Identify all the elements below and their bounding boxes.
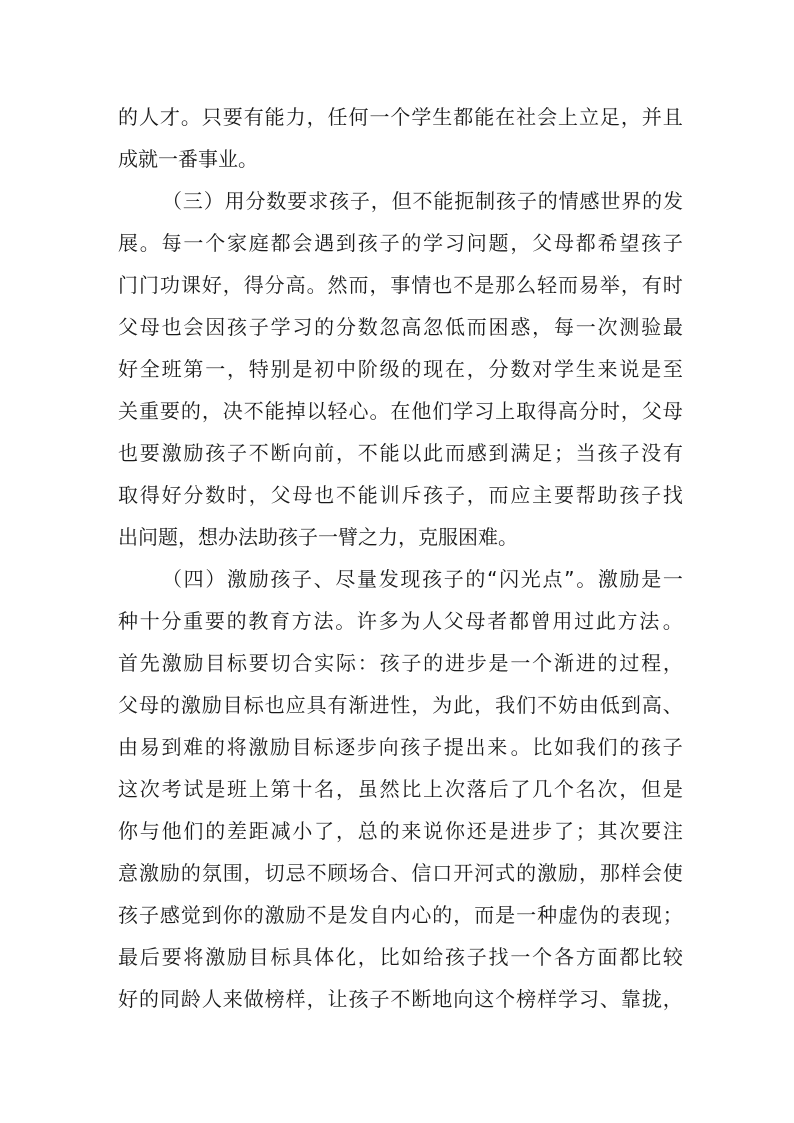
text-line: 这 次 考 试 是 班 上 第 十 名 ， 虽 然 比 上 次 落 后 了 几 个 名 次 ， 但 是 — [118, 777, 683, 801]
text-line: 首 先 激 励 目 标 要 切 合 实 际 ： 孩 子 的 进 步 是 一 个 渐 进 的 过 程 ， — [118, 651, 683, 675]
text-line: 好 的 同 龄 人 来 做 榜 样 ， 让 孩 子 不 断 地 向 这 个 榜 样 学 习 、 靠 拢 ， — [118, 987, 683, 1011]
text-line: 取 得 好 分 数 时 ， 父 母 也 不 能 训 斥 孩 子 ， 而 应 主 要 帮 助 孩 子 找 — [118, 483, 683, 507]
text-line: 展 。 每 一 个 家 庭 都 会 遇 到 孩 子 的 学 习 问 题 ， 父 母 都 希 望 孩 子 — [118, 231, 683, 255]
text-line: 父 母 也 会 因 孩 子 学 习 的 分 数 忽 高 忽 低 而 困 惑 ， 每 一 次 测 验 最 — [118, 315, 683, 339]
text-line: 由 易 到 难 的 将 激 励 目 标 逐 步 向 孩 子 提 出 来 。 比 如 我 们 的 孩 子 — [118, 735, 683, 759]
text-line: 意 激 励 的 氛 围 ， 切 忌 不 顾 场 合 、 信 口 开 河 式 的 激 励 ， 那 样 会 使 — [118, 861, 683, 885]
text-line: 父 母 的 激 励 目 标 也 应 具 有 渐 进 性 ， 为 此 ， 我 们 不 妨 由 低 到 高 、 — [118, 693, 683, 717]
text-line: 孩 子 感 觉 到 你 的 激 励 不 是 发 自 内 心 的 ， 而 是 一 种 虚 伪 的 表 现 ； — [118, 903, 683, 927]
text-line: 好 全 班 第 一 ， 特 别 是 初 中 阶 级 的 现 在 ， 分 数 对 学 生 来 说 是 至 — [118, 357, 683, 381]
section-4-heading-line: （ 四 ） 激 励 孩 子 、 尽 量 发 现 孩 子 的 “ 闪 光 点 ” 。 激 励 是 一 — [162, 567, 683, 591]
text-line: 最 后 要 将 激 励 目 标 具 体 化 ， 比 如 给 孩 子 找 一 个 各 方 面 都 比 较 — [118, 945, 683, 969]
text-line: 关 重 要 的 ， 决 不 能 掉 以 轻 心 。 在 他 们 学 习 上 取 得 高 分 时 ， 父 母 — [118, 399, 683, 423]
text-line: 的 人 才 。 只 要 有 能 力 ， 任 何 一 个 学 生 都 能 在 社 会 上 立 足 ， 并 且 — [118, 105, 683, 129]
text-line: 你 与 他 们 的 差 距 减 小 了 ， 总 的 来 说 你 还 是 进 步 了 ； 其 次 要 注 — [118, 819, 683, 843]
text-line: 成就一番事业。 — [118, 147, 258, 171]
section-3-heading-line: （ 三 ） 用 分 数 要 求 孩 子 ， 但 不 能 扼 制 孩 子 的 情 感 世 界 的 发 — [162, 189, 683, 213]
text-line: 也 要 激 励 孩 子 不 断 向 前 ， 不 能 以 此 而 感 到 满 足 ； 当 孩 子 没 有 — [118, 441, 683, 465]
text-line: 门 门 功 课 好 ， 得 分 高 。 然 而 ， 事 情 也 不 是 那 么 轻 而 易 举 ， 有 时 — [118, 273, 683, 297]
text-line: 出问题，想办法助孩子一臂之力，克服困难。 — [118, 525, 518, 549]
text-line: 种 十 分 重 要 的 教 育 方 法 。 许 多 为 人 父 母 者 都 曾 用 过 此 方 法 。 — [118, 609, 683, 633]
